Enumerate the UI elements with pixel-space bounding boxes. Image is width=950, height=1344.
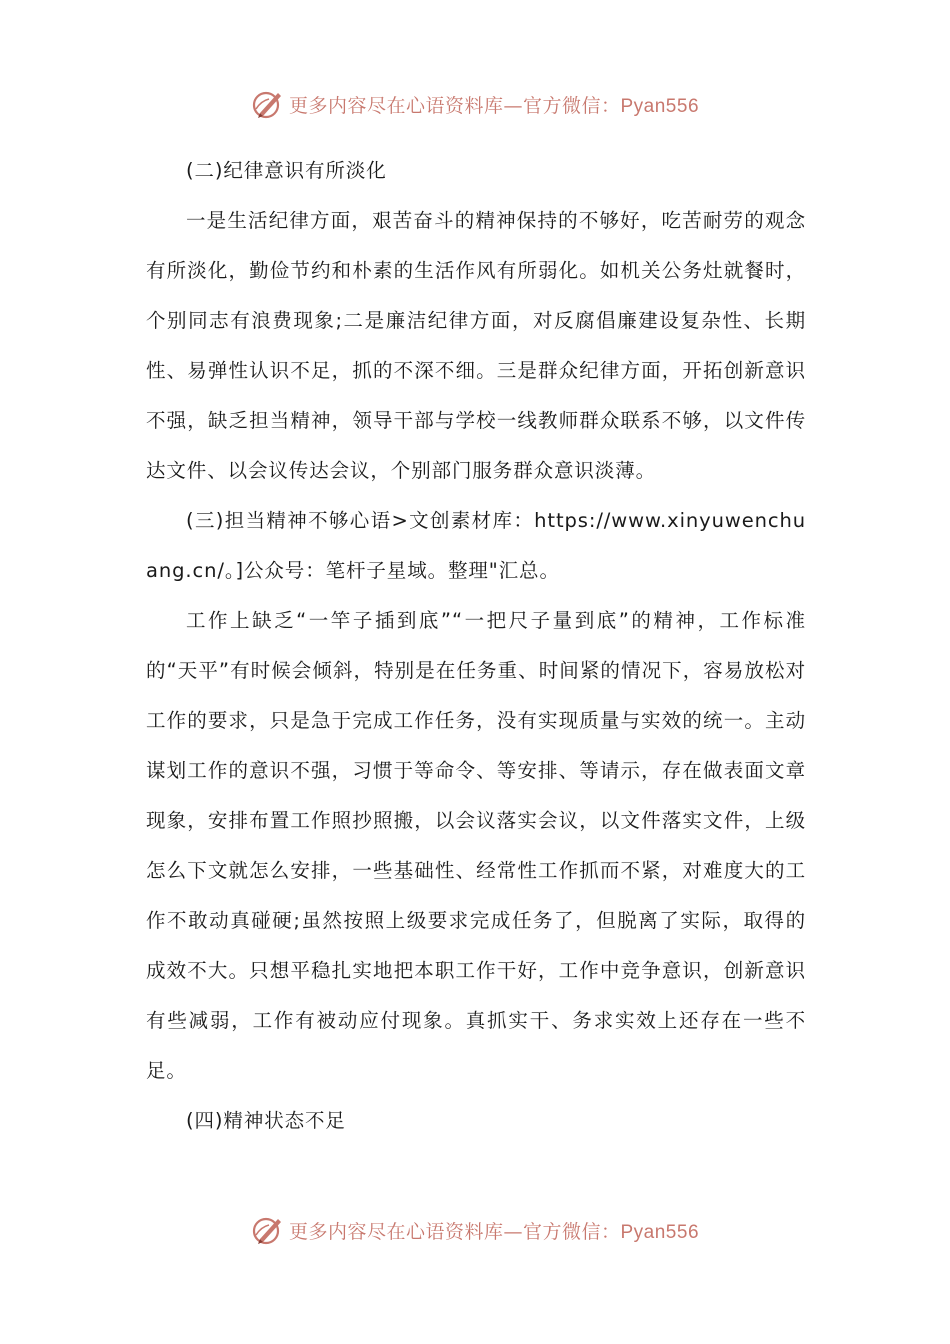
watermark-text: 更多内容尽在心语资料库—官方微信：Pyan556 <box>288 94 700 117</box>
pen-logo-icon <box>251 87 285 121</box>
section-heading-mental-state: (四)精神状态不足 <box>186 1109 346 1132</box>
section-heading-discipline: (二)纪律意识有所淡化 <box>186 159 387 182</box>
footer-watermark-banner <box>0 1210 950 1250</box>
section-heading-responsibility: (三)担当精神不够心语>文创素材库：https://www.xinyuwenchuang.cn/。]公众号：笔杆子星域。整理"汇总。 <box>146 509 806 582</box>
paragraph-responsibility-detail: 工作上缺乏“一竿子插到底”“一把尺子量到底”的精神，工作标准的“天平”有时候会倾斜，特别是在任务重、时间紧的情况下，容易放松对工作的要求，只是急于完成工作任务，没有实现质量与实效的统一。主动谋划工作的意识不强，习惯于等命令、等安排、等请示，存在做表面文章现象，安排布置工作照抄照搬，以会议落实会议，以文件落实文件，上级怎么下文就怎么安排，一些基础性、经常性工作抓而不紧，对难度大的工作不敢动真碰硬;虽然按照上级要求完成任务了，但脱离了实际，取得的成效不大。只想平稳扎实地把本职工作干好，工作中竞争意识，创新意识有些减弱，工作有被动应付现象。真抓实干、务求实效上还存在一些不足。 <box>146 609 806 1082</box>
document-body <box>146 146 806 1146</box>
pen-logo-icon <box>251 1213 285 1247</box>
header-watermark-banner <box>0 84 950 124</box>
watermark-text: 更多内容尽在心语资料库—官方微信：Pyan556 <box>288 1220 700 1243</box>
paragraph-discipline-detail: 一是生活纪律方面，艰苦奋斗的精神保持的不够好，吃苦耐劳的观念有所淡化，勤俭节约和朴素的生活作风有所弱化。如机关公务灶就餐时，个别同志有浪费现象;二是廉洁纪律方面，对反腐倡廉建设复杂性、长期性、易弹性认识不足，抓的不深不细。三是群众纪律方面，开拓创新意识不强，缺乏担当精神，领导干部与学校一线教师群众联系不够，以文件传达文件、以会议传达会议，个别部门服务群众意识淡薄。 <box>146 209 806 482</box>
